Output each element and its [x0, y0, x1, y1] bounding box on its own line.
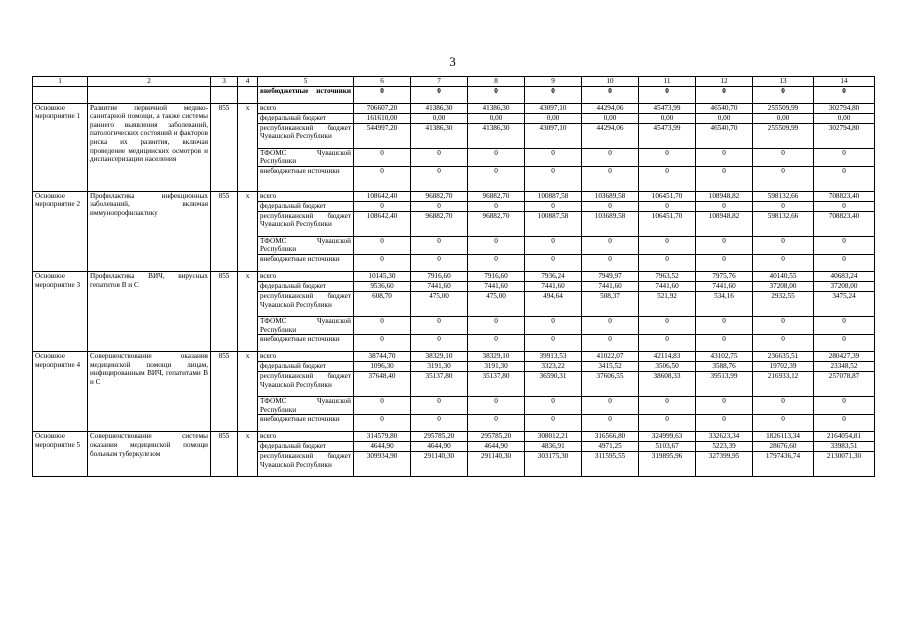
value-cell: 0 — [468, 397, 525, 415]
funding-source: республиканский бюджет Чувашской Республики — [258, 291, 354, 316]
funding-source: ТФОМС Чувашской Республики — [258, 316, 354, 334]
budget-table — [32, 76, 875, 477]
value-cell: 3506,50 — [639, 362, 696, 372]
value-cell: 3191,30 — [468, 362, 525, 372]
value-cell: 103689,58 — [582, 211, 639, 236]
value-cell: 0 — [814, 236, 875, 254]
value-cell: 0 — [639, 316, 696, 334]
value-cell: 598132,66 — [753, 191, 814, 201]
value-cell: 0 — [696, 166, 753, 191]
value-cell: 508,37 — [582, 291, 639, 316]
value-cell: 302794,80 — [814, 123, 875, 148]
value-cell: 0 — [411, 148, 468, 166]
funding-source: всего — [258, 271, 354, 281]
value-cell: 216933,12 — [753, 372, 814, 397]
value-cell: 311595,55 — [582, 452, 639, 477]
value-cell: 706607,20 — [354, 103, 411, 113]
column-number: 10 — [582, 77, 639, 87]
value-cell: 7441,60 — [639, 281, 696, 291]
value-cell: 28676,60 — [753, 442, 814, 452]
value-cell: 598132,66 — [753, 211, 814, 236]
value-cell: 0 — [753, 254, 814, 271]
value-cell: 1826113,34 — [753, 432, 814, 442]
funding-source: федеральный бюджет — [258, 442, 354, 452]
column-number: 8 — [468, 77, 525, 87]
value-cell: 0 — [753, 316, 814, 334]
value-cell: 0 — [354, 148, 411, 166]
value-cell: 2130071,30 — [814, 452, 875, 477]
value-cell: 255509,99 — [753, 103, 814, 113]
value-cell: 0 — [354, 316, 411, 334]
value-cell: 1797436,74 — [753, 452, 814, 477]
value-cell: 0 — [354, 166, 411, 191]
value-cell: 308012,21 — [525, 432, 582, 442]
value-cell: 38744,70 — [354, 352, 411, 362]
value-cell: 309934,90 — [354, 452, 411, 477]
empty-cell — [33, 86, 88, 103]
budget-code: 855 — [211, 352, 238, 432]
table-row — [33, 103, 875, 113]
value-cell: 0 — [411, 236, 468, 254]
funding-source: ТФОМС Чувашской Республики — [258, 397, 354, 415]
value-cell: 0 — [582, 254, 639, 271]
value-cell: 33983,51 — [814, 442, 875, 452]
activity-description: Развитие первичной медико-санитарной помощи, а также системы раннего выявления заболеваний, патологических состояний и факторов риска их развития, включая проведение медицинских осмотров и диспансеризации населения — [88, 103, 211, 191]
funding-source: внебюджетные источники — [258, 335, 354, 352]
value-cell: 4836,91 — [525, 442, 582, 452]
value-cell: 0 — [525, 86, 582, 103]
column-number: 1 — [33, 77, 88, 87]
value-cell: 0 — [639, 236, 696, 254]
value-cell: 7441,60 — [525, 281, 582, 291]
funding-source: республиканский бюджет Чувашской Республики — [258, 452, 354, 477]
value-cell: 0,00 — [639, 113, 696, 123]
value-cell: 7916,60 — [468, 271, 525, 281]
value-cell: 0 — [354, 335, 411, 352]
funding-source: федеральный бюджет — [258, 201, 354, 211]
value-cell: 41386,30 — [468, 103, 525, 113]
value-cell: 0 — [639, 415, 696, 432]
value-cell: 7949,97 — [582, 271, 639, 281]
value-cell: 295785,20 — [468, 432, 525, 442]
column-number: 4 — [238, 77, 258, 87]
value-cell: 0 — [696, 316, 753, 334]
activity-description: Совершенствование системы оказания медицинской помощи больным туберкулезом — [88, 432, 211, 477]
mark-cell: x — [238, 271, 258, 351]
activity-name: Основное мероприятие 3 — [33, 271, 88, 351]
value-cell: 43097,10 — [525, 103, 582, 113]
value-cell: 0 — [696, 335, 753, 352]
value-cell: 4644,90 — [468, 442, 525, 452]
value-cell: 100887,58 — [525, 211, 582, 236]
value-cell: 0 — [468, 201, 525, 211]
value-cell: 103689,58 — [582, 191, 639, 201]
value-cell: 3415,52 — [582, 362, 639, 372]
value-cell: 475,00 — [468, 291, 525, 316]
value-cell: 0 — [639, 86, 696, 103]
value-cell: 96882,70 — [411, 211, 468, 236]
value-cell: 475,00 — [411, 291, 468, 316]
value-cell: 10145,30 — [354, 271, 411, 281]
value-cell: 0 — [753, 148, 814, 166]
value-cell: 23348,52 — [814, 362, 875, 372]
value-cell: 0 — [696, 148, 753, 166]
value-cell: 35137,80 — [468, 372, 525, 397]
budget-code: 855 — [211, 432, 238, 477]
value-cell: 9536,60 — [354, 281, 411, 291]
value-cell: 0,00 — [696, 113, 753, 123]
activity-name: Основное мероприятие 5 — [33, 432, 88, 477]
value-cell: 0,00 — [411, 113, 468, 123]
value-cell: 0 — [468, 316, 525, 334]
value-cell: 0 — [753, 335, 814, 352]
value-cell: 4644,90 — [411, 442, 468, 452]
value-cell: 37648,40 — [354, 372, 411, 397]
value-cell: 42114,83 — [639, 352, 696, 362]
value-cell: 0 — [696, 201, 753, 211]
activity-description: Профилактика ВИЧ, вирусных гепатитов В и С — [88, 271, 211, 351]
value-cell: 38608,33 — [639, 372, 696, 397]
value-cell: 108642,40 — [354, 211, 411, 236]
value-cell: 44294,06 — [582, 123, 639, 148]
empty-cell — [238, 86, 258, 103]
column-number: 5 — [258, 77, 354, 87]
value-cell: 0 — [525, 166, 582, 191]
value-cell: 0 — [753, 201, 814, 211]
value-cell: 2164054,81 — [814, 432, 875, 442]
value-cell: 0 — [582, 236, 639, 254]
value-cell: 3475,24 — [814, 291, 875, 316]
value-cell: 3191,30 — [411, 362, 468, 372]
budget-code: 855 — [211, 271, 238, 351]
value-cell: 0 — [468, 236, 525, 254]
value-cell: 7441,60 — [696, 281, 753, 291]
value-cell: 316566,80 — [582, 432, 639, 442]
funding-source: внебюджетные источники — [258, 415, 354, 432]
value-cell: 0 — [814, 415, 875, 432]
value-cell: 291140,30 — [468, 452, 525, 477]
value-cell: 7963,52 — [639, 271, 696, 281]
value-cell: 36590,31 — [525, 372, 582, 397]
value-cell: 3588,76 — [696, 362, 753, 372]
value-cell: 0 — [582, 335, 639, 352]
budget-code: 855 — [211, 191, 238, 271]
table-row — [33, 271, 875, 281]
value-cell: 7916,60 — [411, 271, 468, 281]
value-cell: 0 — [753, 86, 814, 103]
value-cell: 0 — [468, 148, 525, 166]
activity-name: Основное мероприятие 1 — [33, 103, 88, 191]
page-number: 3 — [449, 54, 456, 69]
value-cell: 0 — [696, 86, 753, 103]
value-cell: 5103,67 — [639, 442, 696, 452]
value-cell: 0 — [639, 254, 696, 271]
value-cell: 314579,80 — [354, 432, 411, 442]
value-cell: 708823,40 — [814, 211, 875, 236]
value-cell: 0 — [639, 148, 696, 166]
value-cell: 521,92 — [639, 291, 696, 316]
value-cell: 544997,20 — [354, 123, 411, 148]
value-cell: 0 — [411, 335, 468, 352]
mark-cell: x — [238, 432, 258, 477]
value-cell: 0 — [639, 335, 696, 352]
value-cell: 0 — [696, 415, 753, 432]
table-row — [33, 86, 875, 103]
funding-source: ТФОМС Чувашской Республики — [258, 148, 354, 166]
value-cell: 236635,51 — [753, 352, 814, 362]
column-number: 11 — [639, 77, 696, 87]
funding-source: республиканский бюджет Чувашской Республики — [258, 372, 354, 397]
funding-source: федеральный бюджет — [258, 113, 354, 123]
value-cell: 0 — [582, 316, 639, 334]
funding-source: всего — [258, 191, 354, 201]
funding-source: республиканский бюджет Чувашской Республики — [258, 123, 354, 148]
value-cell: 106451,70 — [639, 211, 696, 236]
value-cell: 96882,70 — [468, 211, 525, 236]
value-cell: 0 — [468, 166, 525, 191]
value-cell: 96882,70 — [411, 191, 468, 201]
value-cell: 0 — [411, 201, 468, 211]
value-cell: 0,00 — [582, 113, 639, 123]
value-cell: 0 — [696, 236, 753, 254]
value-cell: 0 — [814, 148, 875, 166]
value-cell: 0 — [468, 335, 525, 352]
value-cell: 291140,30 — [411, 452, 468, 477]
value-cell: 494,64 — [525, 291, 582, 316]
column-number: 9 — [525, 77, 582, 87]
value-cell: 0 — [468, 254, 525, 271]
value-cell: 0 — [525, 236, 582, 254]
activity-description: Совершенствование оказания медицинской помощи лицам, инфицированным ВИЧ, гепатитами В и С — [88, 352, 211, 432]
value-cell: 44294,06 — [582, 103, 639, 113]
value-cell: 302794,80 — [814, 103, 875, 113]
value-cell: 0 — [411, 415, 468, 432]
funding-source: внебюджетные источники — [258, 166, 354, 191]
value-cell: 0 — [814, 316, 875, 334]
value-cell: 534,16 — [696, 291, 753, 316]
column-number: 12 — [696, 77, 753, 87]
value-cell: 40140,55 — [753, 271, 814, 281]
value-cell: 0 — [582, 415, 639, 432]
value-cell: 0 — [696, 254, 753, 271]
value-cell: 0 — [753, 397, 814, 415]
value-cell: 0 — [814, 335, 875, 352]
value-cell: 257078,87 — [814, 372, 875, 397]
value-cell: 45473,99 — [639, 103, 696, 113]
funding-source: республиканский бюджет Чувашской Республики — [258, 211, 354, 236]
value-cell: 0 — [411, 254, 468, 271]
table-row — [33, 191, 875, 201]
empty-cell — [211, 86, 238, 103]
value-cell: 38329,10 — [468, 352, 525, 362]
activity-name: Основное мероприятие 2 — [33, 191, 88, 271]
value-cell: 0 — [354, 201, 411, 211]
value-cell: 0 — [525, 148, 582, 166]
value-cell: 40683,24 — [814, 271, 875, 281]
value-cell: 0 — [753, 166, 814, 191]
value-cell: 332623,34 — [696, 432, 753, 442]
value-cell: 108642,40 — [354, 191, 411, 201]
value-cell: 0 — [468, 86, 525, 103]
value-cell: 5223,39 — [696, 442, 753, 452]
value-cell: 0 — [639, 397, 696, 415]
value-cell: 0 — [814, 86, 875, 103]
value-cell: 46540,70 — [696, 123, 753, 148]
value-cell: 7441,60 — [411, 281, 468, 291]
value-cell: 0 — [814, 397, 875, 415]
value-cell: 0 — [582, 166, 639, 191]
value-cell: 0 — [814, 201, 875, 211]
value-cell: 0 — [582, 397, 639, 415]
table-row — [33, 432, 875, 442]
value-cell: 0 — [411, 86, 468, 103]
value-cell: 1096,30 — [354, 362, 411, 372]
value-cell: 0 — [354, 86, 411, 103]
value-cell: 0 — [354, 236, 411, 254]
value-cell: 0,00 — [468, 113, 525, 123]
table-row — [33, 352, 875, 362]
value-cell: 41022,07 — [582, 352, 639, 362]
column-number: 3 — [211, 77, 238, 87]
value-cell: 0 — [582, 201, 639, 211]
value-cell: 0 — [582, 148, 639, 166]
value-cell: 327399,95 — [696, 452, 753, 477]
value-cell: 0 — [411, 397, 468, 415]
value-cell: 100887,58 — [525, 191, 582, 201]
column-number: 6 — [354, 77, 411, 87]
value-cell: 319895,96 — [639, 452, 696, 477]
value-cell: 3323,22 — [525, 362, 582, 372]
value-cell: 43102,75 — [696, 352, 753, 362]
column-number: 13 — [753, 77, 814, 87]
value-cell: 37208,00 — [753, 281, 814, 291]
value-cell: 0 — [639, 201, 696, 211]
funding-source: федеральный бюджет — [258, 362, 354, 372]
value-cell: 255509,99 — [753, 123, 814, 148]
header-row — [33, 77, 875, 87]
value-cell: 39913,53 — [525, 352, 582, 362]
value-cell: 2932,55 — [753, 291, 814, 316]
value-cell: 0 — [696, 397, 753, 415]
value-cell: 46540,70 — [696, 103, 753, 113]
column-number: 2 — [88, 77, 211, 87]
value-cell: 43097,10 — [525, 123, 582, 148]
value-cell: 4644,90 — [354, 442, 411, 452]
value-cell: 0 — [814, 254, 875, 271]
value-cell: 0 — [411, 316, 468, 334]
column-number: 7 — [411, 77, 468, 87]
value-cell: 0 — [753, 415, 814, 432]
value-cell: 0 — [525, 316, 582, 334]
value-cell: 295785,20 — [411, 432, 468, 442]
value-cell: 324999,63 — [639, 432, 696, 442]
value-cell: 4971,25 — [582, 442, 639, 452]
value-cell: 41386,30 — [468, 123, 525, 148]
funding-source: ТФОМС Чувашской Республики — [258, 236, 354, 254]
value-cell: 7975,76 — [696, 271, 753, 281]
column-number: 14 — [814, 77, 875, 87]
value-cell: 608,70 — [354, 291, 411, 316]
value-cell: 0 — [468, 415, 525, 432]
funding-source: федеральный бюджет — [258, 281, 354, 291]
value-cell: 0 — [525, 254, 582, 271]
value-cell: 280427,39 — [814, 352, 875, 362]
empty-cell — [88, 86, 211, 103]
mark-cell: x — [238, 191, 258, 271]
funding-source: всего — [258, 432, 354, 442]
value-cell: 96882,70 — [468, 191, 525, 201]
value-cell: 0 — [354, 397, 411, 415]
value-cell: 0 — [753, 236, 814, 254]
value-cell: 161610,00 — [354, 113, 411, 123]
value-cell: 35137,80 — [411, 372, 468, 397]
value-cell: 0 — [639, 166, 696, 191]
value-cell: 0 — [525, 397, 582, 415]
value-cell: 0 — [814, 166, 875, 191]
value-cell: 7936,24 — [525, 271, 582, 281]
value-cell: 7441,60 — [468, 281, 525, 291]
value-cell: 0,00 — [753, 113, 814, 123]
budget-code: 855 — [211, 103, 238, 191]
value-cell: 41386,30 — [411, 103, 468, 113]
value-cell: 106451,70 — [639, 191, 696, 201]
value-cell: 303175,30 — [525, 452, 582, 477]
value-cell: 0,00 — [814, 113, 875, 123]
value-cell: 0 — [525, 415, 582, 432]
value-cell: 0 — [354, 254, 411, 271]
value-cell: 45473,99 — [639, 123, 696, 148]
value-cell: 37606,55 — [582, 372, 639, 397]
value-cell: 41386,30 — [411, 123, 468, 148]
activity-name: Основное мероприятие 4 — [33, 352, 88, 432]
funding-source: всего — [258, 352, 354, 362]
value-cell: 0 — [411, 166, 468, 191]
value-cell: 37208,00 — [814, 281, 875, 291]
mark-cell: x — [238, 103, 258, 191]
value-cell: 0 — [354, 415, 411, 432]
mark-cell: x — [238, 352, 258, 432]
activity-description: Профилактика инфекционных заболеваний, включая иммунопрофилактику — [88, 191, 211, 271]
funding-source: внебюджетные источники — [258, 86, 354, 103]
value-cell: 38329,10 — [411, 352, 468, 362]
value-cell: 0 — [582, 86, 639, 103]
value-cell: 0,00 — [525, 113, 582, 123]
value-cell: 0 — [525, 335, 582, 352]
value-cell: 0 — [525, 201, 582, 211]
funding-source: внебюджетные источники — [258, 254, 354, 271]
value-cell: 708823,40 — [814, 191, 875, 201]
value-cell: 19702,39 — [753, 362, 814, 372]
value-cell: 39513,99 — [696, 372, 753, 397]
value-cell: 7441,60 — [582, 281, 639, 291]
value-cell: 108948,82 — [696, 191, 753, 201]
funding-source: всего — [258, 103, 354, 113]
value-cell: 108948,82 — [696, 211, 753, 236]
